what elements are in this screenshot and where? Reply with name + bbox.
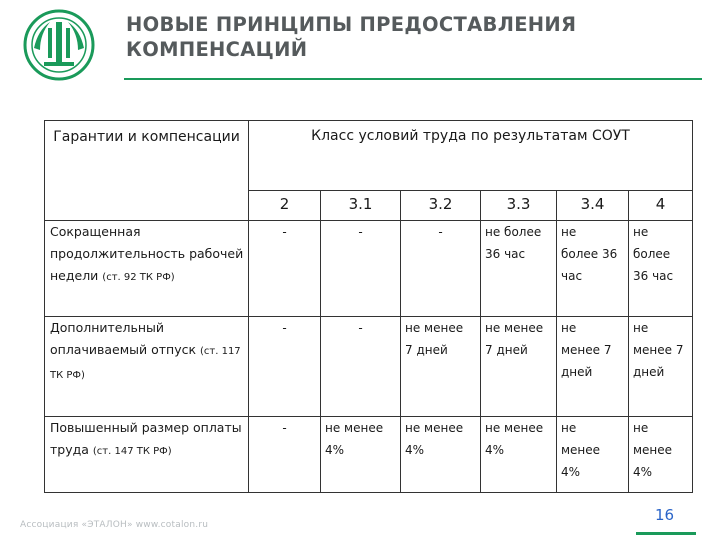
table-row bbox=[45, 221, 693, 317]
page-number-underline bbox=[636, 532, 696, 535]
row-label bbox=[45, 317, 249, 417]
page-number: 16 bbox=[655, 506, 675, 524]
row-label-ref: (ст. 92 ТК РФ) bbox=[102, 272, 175, 283]
table-cell: - bbox=[249, 417, 321, 493]
row-label-ref: (ст. 117 ТК РФ) bbox=[50, 346, 241, 381]
table-cell: не менее 4% bbox=[481, 417, 557, 493]
row-label bbox=[45, 417, 249, 493]
table-cell: - bbox=[249, 317, 321, 417]
page-title-line-1: НОВЫЕ ПРИНЦИПЫ ПРЕДОСТАВЛЕНИЯ bbox=[126, 13, 577, 36]
class-header: 3.1 bbox=[321, 191, 401, 221]
table-cell: - bbox=[321, 317, 401, 417]
table-cell: не менее 4% bbox=[629, 417, 693, 493]
association-logo bbox=[22, 8, 96, 82]
table-row bbox=[45, 417, 693, 493]
page-title bbox=[126, 12, 686, 62]
row-label-text: Дополнительный оплачиваемый отпуск bbox=[50, 320, 197, 357]
table-cell: не менее 7 дней bbox=[401, 317, 481, 417]
row-label-text: Повышенный размер оплаты труда bbox=[50, 420, 242, 457]
table-cell: не более 36 час bbox=[481, 221, 557, 317]
table-cell: не менее 4% bbox=[401, 417, 481, 493]
class-header: 3.2 bbox=[401, 191, 481, 221]
page-title-line-2: КОМПЕНСАЦИЙ bbox=[126, 38, 308, 61]
table-cell: - bbox=[321, 221, 401, 317]
table-cell: - bbox=[401, 221, 481, 317]
class-header: 4 bbox=[629, 191, 693, 221]
compensation-table bbox=[44, 120, 693, 493]
class-header: 3.3 bbox=[481, 191, 557, 221]
row-label-text: Сокращенная продолжительность рабочей недели bbox=[50, 224, 244, 283]
class-header: 2 bbox=[249, 191, 321, 221]
table-row bbox=[45, 317, 693, 417]
table-cell: - bbox=[249, 221, 321, 317]
table-cell: не менее 7 дней bbox=[481, 317, 557, 417]
header-guarantees: Гарантии и компенсации bbox=[45, 121, 249, 221]
footer-org: Ассоциация «ЭТАЛОН» www.cotalon.ru bbox=[20, 520, 209, 530]
row-label-ref: (ст. 147 ТК РФ) bbox=[92, 446, 172, 457]
class-header: 3.4 bbox=[557, 191, 629, 221]
table-cell: не менее 7 дней bbox=[629, 317, 693, 417]
header-class-group: Класс условий труда по результатам СОУТ bbox=[249, 121, 693, 191]
table-cell: не менее 4% bbox=[321, 417, 401, 493]
title-divider bbox=[124, 78, 702, 80]
table-cell: не менее 4% bbox=[557, 417, 629, 493]
table-cell: не более 36 час bbox=[629, 221, 693, 317]
row-label bbox=[45, 221, 249, 317]
table-cell: не более 36 час bbox=[557, 221, 629, 317]
table-cell: не менее 7 дней bbox=[557, 317, 629, 417]
